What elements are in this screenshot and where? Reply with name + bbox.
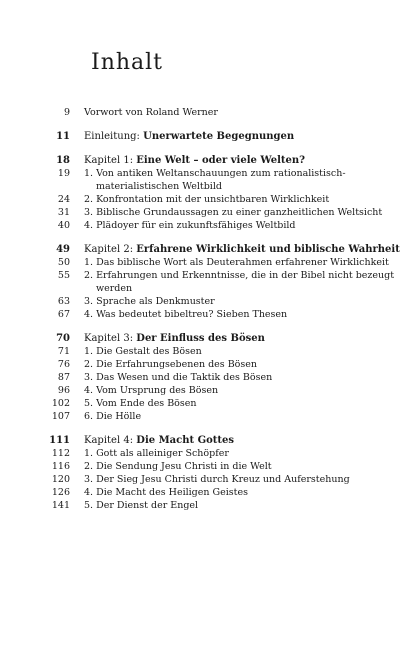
toc-chapter-entry (0, 332, 416, 345)
page-number: 31 (57, 207, 70, 218)
entry-title (84, 154, 404, 167)
page-number: 9 (63, 107, 70, 118)
page-number: 67 (57, 309, 70, 320)
page-number: 40 (57, 220, 70, 231)
page-number: 19 (57, 168, 70, 179)
page-number: 111 (49, 435, 70, 446)
page-number: 107 (51, 411, 70, 422)
entry-prefix: 3. (84, 474, 97, 485)
entry-prefix: 1. (84, 257, 97, 268)
entry-title (84, 332, 404, 345)
page-number: 24 (57, 194, 70, 205)
toc-entry (0, 371, 416, 384)
entry-prefix: 3. (84, 207, 97, 218)
entry-title (84, 447, 416, 460)
toc-entry (0, 269, 416, 295)
entry-text: Erfahrene Wirklichkeit und biblische Wahrheit (136, 244, 400, 255)
page-number: 18 (56, 155, 70, 166)
page-number: 50 (57, 257, 70, 268)
entry-prefix: 3. (84, 296, 97, 307)
entry-prefix: 4. (84, 309, 97, 320)
entry-prefix: Kapitel 1: (84, 155, 137, 166)
toc-entry (0, 308, 416, 321)
entry-prefix: 5. (84, 500, 97, 511)
entry-title (84, 206, 416, 219)
entry-text: Die Macht des Heiligen Geistes (96, 487, 248, 498)
toc-entry (0, 206, 416, 219)
toc-entry (0, 499, 416, 512)
page-number: 120 (51, 474, 70, 485)
entry-title (84, 193, 416, 206)
entry-text: Sprache als Denkmuster (96, 296, 215, 307)
toc-entry (0, 358, 416, 371)
page-number: 63 (57, 296, 70, 307)
entry-text: Erfahrungen und Erkenntnisse, die in der Bibel nicht bezeugt werden (96, 270, 395, 294)
page-number: 96 (57, 385, 70, 396)
toc-chapter-entry (0, 130, 416, 143)
entry-prefix: 4. (84, 385, 97, 396)
entry-title (84, 460, 416, 473)
entry-text: Das Wesen und die Taktik des Bösen (96, 372, 273, 383)
page-number: 55 (57, 270, 70, 281)
entry-text: Der Einfluss des Bösen (136, 333, 265, 344)
entry-prefix: 2. (84, 461, 97, 472)
entry-text: Der Sieg Jesu Christi durch Kreuz und Auferstehung (96, 474, 350, 485)
entry-title (84, 410, 416, 423)
entry-text: Vom Ende des Bösen (96, 398, 197, 409)
entry-prefix: Kapitel 3: (84, 333, 137, 344)
entry-text: Eine Welt – oder viele Welten? (136, 155, 306, 166)
entry-title (84, 486, 416, 499)
entry-prefix: Einleitung: (84, 131, 144, 142)
page-number: 141 (51, 500, 70, 511)
toc-entry (0, 167, 416, 193)
entry-title (84, 295, 416, 308)
entry-title (84, 130, 404, 143)
entry-prefix: 3. (84, 372, 97, 383)
entry-prefix: 1. (84, 448, 97, 459)
toc-entry (0, 345, 416, 358)
toc-entry (0, 410, 416, 423)
entry-title (84, 371, 416, 384)
page-title: Inhalt (91, 50, 164, 75)
entry-title (84, 269, 416, 295)
page-number: 49 (56, 244, 70, 255)
table-of-contents (0, 106, 416, 512)
entry-text: Von antiken Weltanschauungen zum rationalistisch-materialistischen Weltbild (96, 168, 346, 192)
entry-prefix: 2. (84, 270, 97, 281)
page-number: 126 (51, 487, 70, 498)
entry-prefix: 1. (84, 168, 97, 179)
entry-text: Biblische Grundaussagen zu einer ganzheitlichen Weltsicht (96, 207, 383, 218)
toc-chapter-entry (0, 154, 416, 167)
entry-text: Die Macht Gottes (136, 435, 235, 446)
entry-title (84, 499, 416, 512)
toc-entry (0, 473, 416, 486)
toc-entry (0, 106, 416, 119)
entry-title (84, 106, 404, 119)
entry-prefix: Kapitel 2: (84, 244, 137, 255)
entry-text: Plädoyer für ein zukunftsfähiges Weltbild (96, 220, 296, 231)
toc-entry (0, 256, 416, 269)
toc-entry (0, 447, 416, 460)
toc-entry (0, 384, 416, 397)
entry-text: Gott als alleiniger Schöpfer (96, 448, 229, 459)
entry-title (84, 434, 404, 447)
entry-prefix: 4. (84, 487, 97, 498)
entry-prefix: 4. (84, 220, 97, 231)
entry-text: Was bedeutet bibeltreu? Sieben Thesen (96, 309, 288, 320)
entry-title (84, 167, 416, 193)
entry-title (84, 243, 404, 256)
page-number: 116 (51, 461, 70, 472)
page-number: 76 (57, 359, 70, 370)
page-number: 71 (57, 346, 70, 357)
toc-entry (0, 486, 416, 499)
entry-text: Die Gestalt des Bösen (96, 346, 202, 357)
toc-entry (0, 295, 416, 308)
entry-title (84, 397, 416, 410)
entry-title (84, 358, 416, 371)
entry-text: Die Sendung Jesu Christi in die Welt (96, 461, 272, 472)
entry-text: Vom Ursprung des Bösen (96, 385, 219, 396)
page-number: 70 (56, 333, 70, 344)
page-number: 112 (51, 448, 70, 459)
entry-text: Vorwort von Roland Werner (84, 107, 218, 118)
entry-title (84, 384, 416, 397)
entry-prefix: 6. (84, 411, 97, 422)
page-number: 102 (51, 398, 70, 409)
toc-entry (0, 397, 416, 410)
entry-text: Konfrontation mit der unsichtbaren Wirklichkeit (96, 194, 330, 205)
toc-entry (0, 219, 416, 232)
entry-title (84, 256, 416, 269)
toc-chapter-entry (0, 434, 416, 447)
entry-title (84, 219, 416, 232)
entry-title (84, 473, 416, 486)
entry-prefix: 2. (84, 194, 97, 205)
entry-text: Die Hölle (96, 411, 142, 422)
entry-text: Der Dienst der Engel (96, 500, 199, 511)
entry-title (84, 308, 416, 321)
entry-prefix: Kapitel 4: (84, 435, 137, 446)
toc-chapter-entry (0, 243, 416, 256)
entry-text: Das biblische Wort als Deuterahmen erfahrener Wirklichkeit (96, 257, 389, 268)
page-number: 11 (56, 131, 70, 142)
toc-entry (0, 460, 416, 473)
page-number: 87 (57, 372, 70, 383)
entry-text: Die Erfahrungsebenen des Bösen (96, 359, 258, 370)
entry-title (84, 345, 416, 358)
toc-entry (0, 193, 416, 206)
entry-prefix: 1. (84, 346, 97, 357)
entry-prefix: 2. (84, 359, 97, 370)
entry-text: Unerwartete Begegnungen (143, 131, 295, 142)
entry-prefix: 5. (84, 398, 97, 409)
